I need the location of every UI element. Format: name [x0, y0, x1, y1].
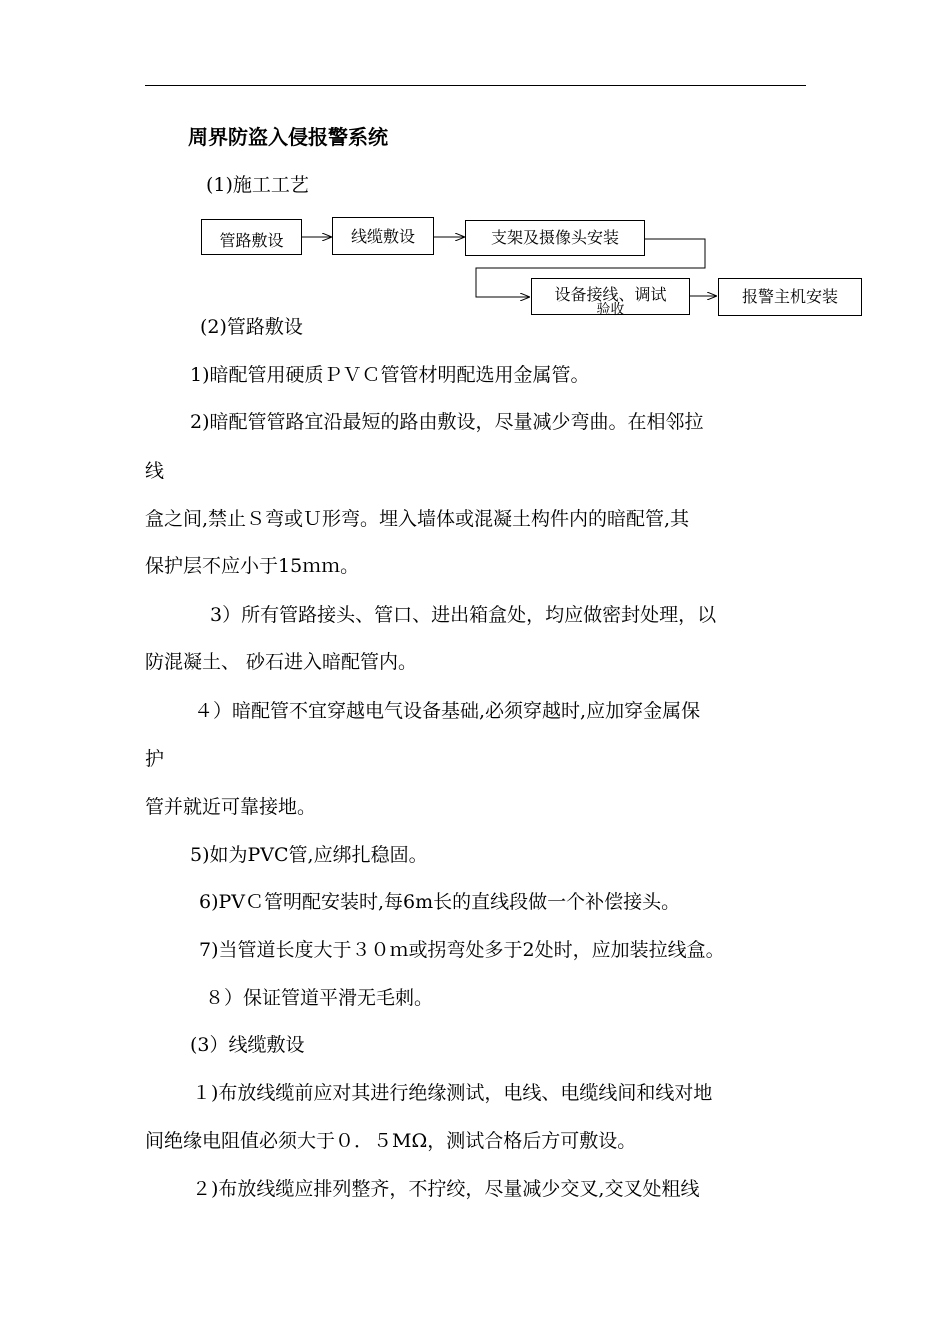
subsection-heading: (2)管路敷设 — [200, 316, 303, 338]
step-label-4: 设备接线、调试 — [554, 285, 667, 304]
step-box-4 — [531, 278, 690, 318]
text-line: １)布放线缆前应对其进行绝缘测试，电线、电缆线间和线对地 — [192, 1082, 713, 1104]
step-label-4-line2: 验收 — [596, 302, 625, 318]
step-box-1 — [201, 219, 302, 255]
flowchart-heading: (1)施工工艺 — [206, 174, 309, 196]
text-line: 盒之间,禁止Ｓ弯或Ｕ形弯。埋入墙体或混凝土构件内的暗配管,其 — [145, 508, 690, 530]
step-box-5 — [718, 278, 862, 316]
text-line: 3）所有管路接头、管口、进出箱盒处，均应做密封处理，以 — [210, 604, 717, 626]
text-line: 1)暗配管用硬质ＰＶＣ管管材明配选用金属管。 — [190, 364, 590, 386]
text-line: ２)布放线缆应排列整齐，不拧绞，尽量减少交叉,交叉处粗线 — [192, 1178, 700, 1200]
section-title: 周界防盗入侵报警系统 — [188, 125, 388, 149]
text-line: 管并就近可靠接地。 — [145, 796, 317, 818]
text-line: 2)暗配管管路宜沿最短的路由敷设，尽量减少弯曲。在相邻拉 — [190, 411, 704, 433]
subsection-heading: (3）线缆敷设 — [190, 1034, 305, 1056]
text-line: 护 — [145, 748, 165, 770]
step-label-5: 报警主机安装 — [741, 287, 838, 306]
step-label-2: 线缆敷设 — [350, 227, 415, 246]
text-line: 6)PVＣ管明配安装时,每6m长的直线段做一个补偿接头。 — [199, 891, 681, 913]
step-box-2 — [332, 217, 434, 255]
step-box-3 — [465, 220, 645, 256]
text-line: 7)当管道长度大于３０ｍ或拐弯处多于2处时，应加装拉线盒。 — [199, 939, 725, 961]
text-line: 防混凝土、 砂石进入暗配管内。 — [145, 651, 418, 673]
text-line: 保护层不应小于15ｍｍ。 — [145, 555, 360, 577]
text-line: ４）暗配管不宜穿越电气设备基础,必须穿越时,应加穿金属保 — [194, 700, 701, 722]
step-label-1: 管路敷设 — [219, 231, 284, 250]
text-line: ８）保证管道平滑无毛刺。 — [205, 987, 434, 1009]
step-label-3: 支架及摄像头安装 — [490, 228, 619, 247]
text-line: 线 — [145, 460, 165, 482]
text-line: 间绝缘电阻值必须大于０．５MΩ，测试合格后方可敷设。 — [145, 1130, 637, 1152]
text-line: 5)如为PVC管,应绑扎稳固。 — [190, 844, 428, 866]
